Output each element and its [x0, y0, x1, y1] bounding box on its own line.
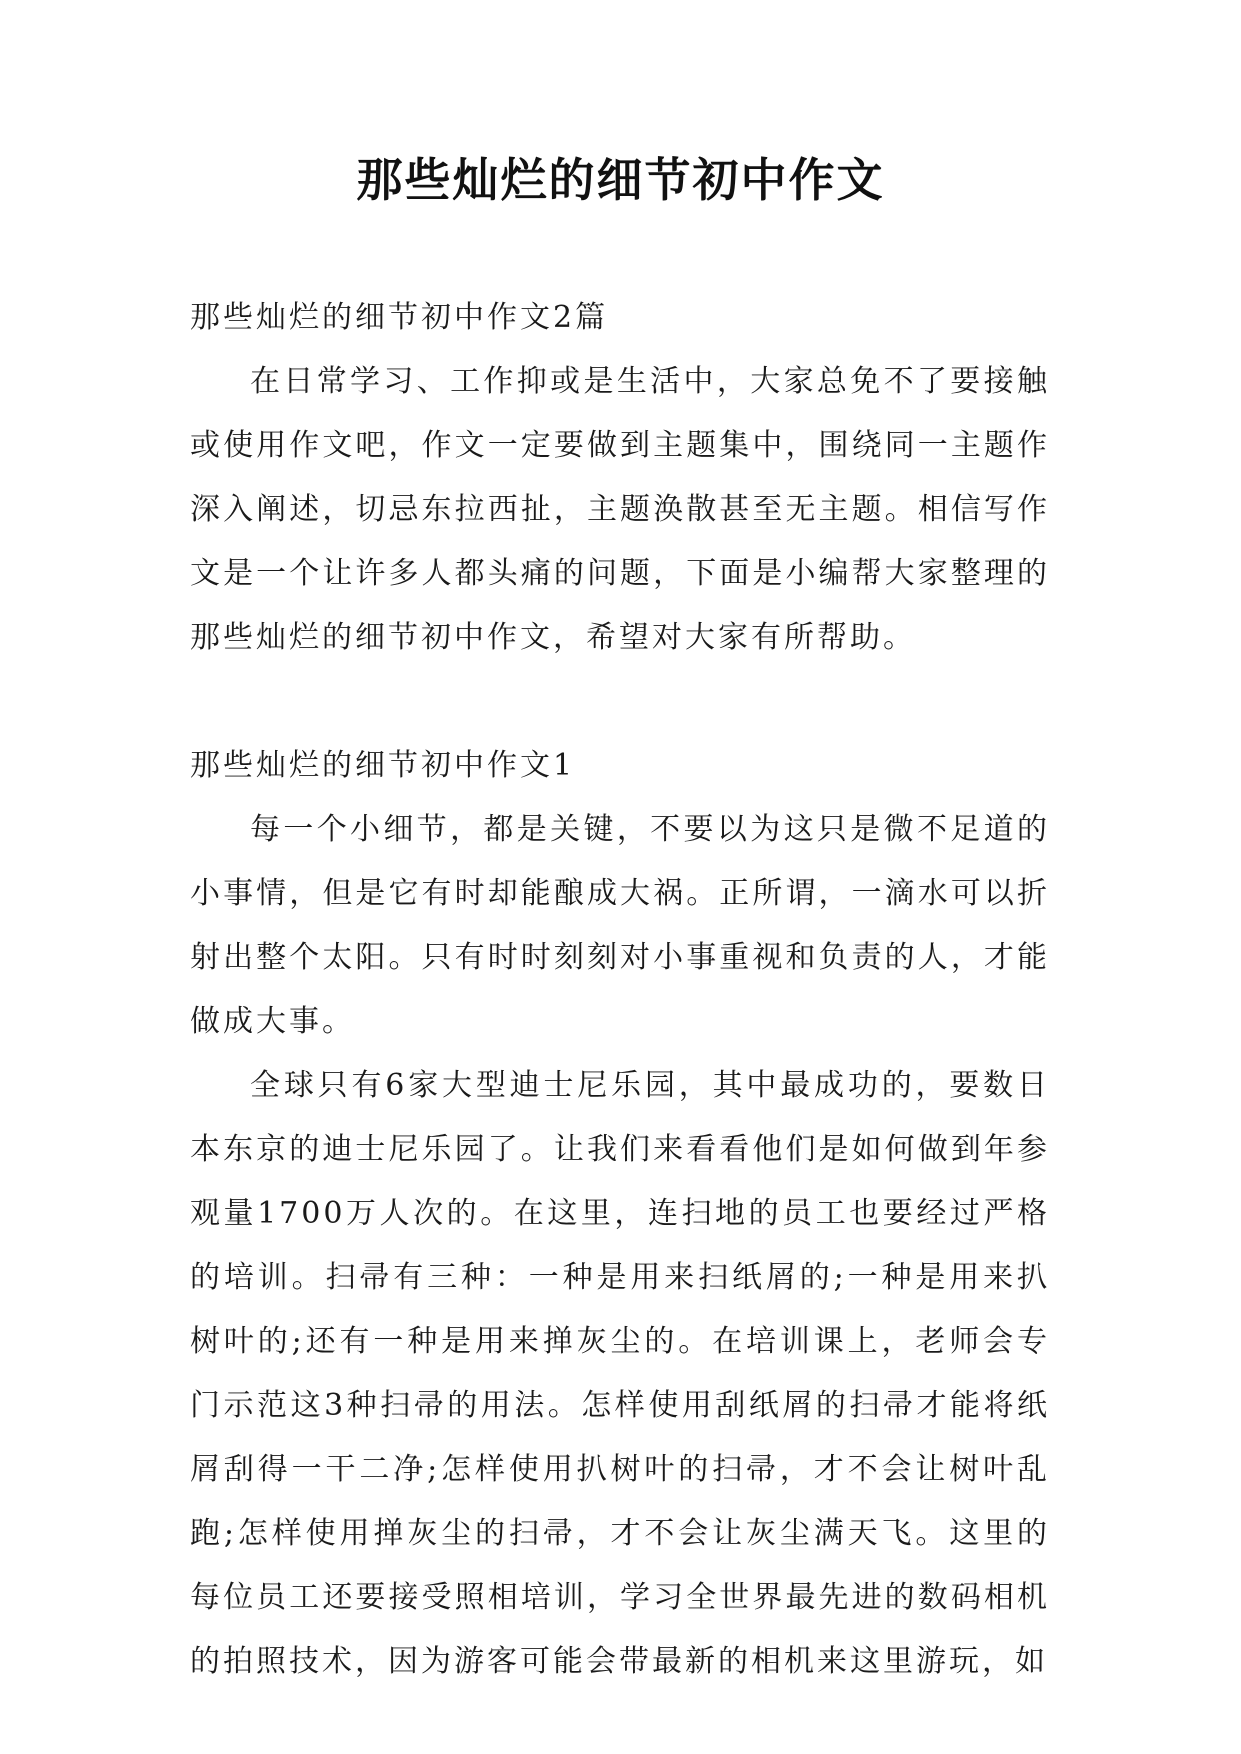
document-body: [190, 286, 1050, 1694]
essay-paragraph: 每一个小细节，都是关键，不要以为这只是微不足道的小事情，但是它有时却能酿成大祸。正所谓，一滴水可以折射出整个太阳。只有时时刻刻对小事重视和负责的人，才能做成大事。: [190, 812, 1050, 1039]
essay-heading: 那些灿烂的细节初中作文1: [190, 748, 576, 783]
section-spacer: [190, 670, 1050, 734]
document-title: 那些灿烂的细节初中作文: [356, 153, 885, 207]
collection-heading: 那些灿烂的细节初中作文2篇: [190, 300, 609, 335]
essay-paragraph: 全球只有6家大型迪士尼乐园，其中最成功的，要数日本东京的迪士尼乐园了。让我们来看看他们是如何做到年参观量1700万人次的。在这里，连扫地的员工也要经过严格的培训。扫帚有三种：一种是用来扫纸屑的;一种是用来扒树叶的;还有一种是用来掸灰尘的。在培训课上，老师会专门示范这3种扫帚的用法。怎样使用刮纸屑的扫帚才能将纸屑刮得一干二净;怎样使用扒树叶的扫帚，才不会让树叶乱跑;怎样使用掸灰尘的扫帚，才不会让灰尘满天飞。这里的每位员工还要接受照相培训，学习全世界最先进的数码相机的拍照技术，因为游客可能会带最新的相机来这里游玩，如: [190, 1068, 1050, 1679]
intro-paragraph: 在日常学习、工作抑或是生活中，大家总免不了要接触或使用作文吧，作文一定要做到主题集中，围绕同一主题作深入阐述，切忌东拉西扯，主题涣散甚至无主题。相信写作文是一个让许多人都头痛的问题，下面是小编帮大家整理的那些灿烂的细节初中作文，希望对大家有所帮助。: [190, 364, 1050, 655]
